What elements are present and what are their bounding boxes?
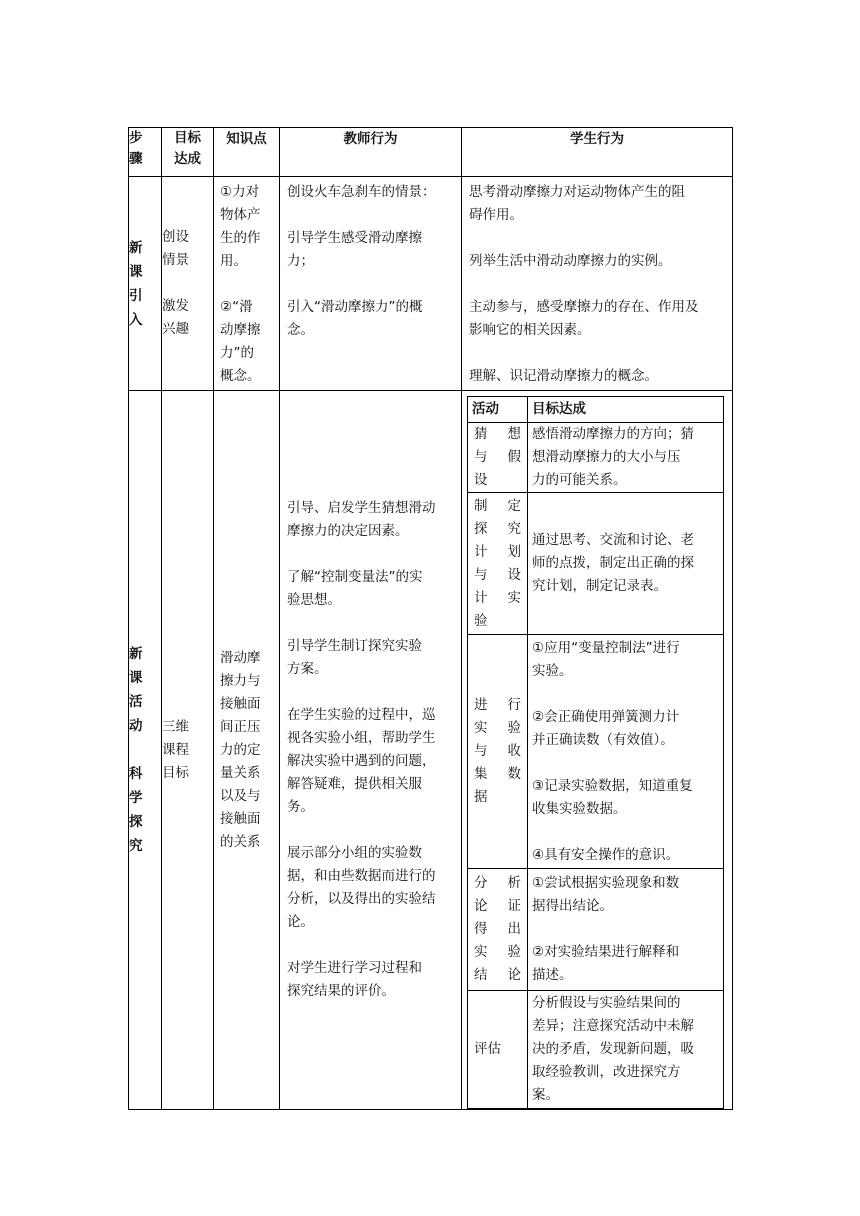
student-line: 影响它的相关因素。 [469, 322, 591, 338]
activity-line: 结论 [474, 967, 521, 983]
teacher-line: 在学生实验的过程中，巡 [287, 707, 436, 723]
activity-row [468, 869, 724, 991]
step-char: 科 [129, 766, 143, 782]
goal-line: 并正确读数（有效值）。 [532, 731, 674, 748]
teacher-line [287, 681, 455, 704]
step-char: 动 [129, 718, 143, 734]
teacher-line: 展示部分小组的实验数 [287, 845, 422, 861]
header-knowledge: 知识点 [214, 128, 280, 177]
goal-line: ①应用“变量控制法”进行 [532, 639, 680, 656]
activity-goal [528, 423, 724, 493]
knowledge-intro [214, 177, 280, 391]
activity-name [468, 423, 528, 493]
activity-line: 集 数 [474, 766, 521, 782]
activity-line: 计 实 [474, 589, 521, 606]
activity-line: 实 验 [474, 944, 521, 960]
teacher-line [287, 934, 455, 957]
knowledge-activity [214, 391, 280, 1110]
activity-line: 与 收 [474, 743, 521, 759]
activity-goal [528, 991, 724, 1109]
teacher-line: 探究结果的评价。 [287, 983, 395, 999]
activity-subtable [467, 396, 724, 1109]
goal-line: 据得出结论。 [532, 898, 613, 914]
teacher-line [287, 612, 455, 635]
teacher-line: 引导学生制订探究实验 [287, 638, 422, 654]
step-char [129, 738, 161, 762]
teacher-line [287, 543, 455, 566]
knowledge-line: 生的作 [220, 230, 261, 246]
goal-line: 力的可能关系。 [532, 472, 627, 488]
teacher-line [287, 819, 455, 842]
teacher-line: 分析，以及得出的实验结 [287, 891, 436, 907]
activity-line: 评估 [474, 1041, 501, 1057]
step-char: 究 [129, 838, 143, 854]
teacher-line: 务。 [287, 799, 314, 815]
activity-line: 验 [474, 612, 488, 629]
goal-line: 师的点拨，制定出正确的探 [532, 555, 694, 571]
goal-line: 收集实验数据。 [532, 800, 627, 817]
header-teacher: 教师行为 [280, 128, 462, 177]
teacher-intro [280, 177, 462, 391]
step-char: 活 [129, 694, 143, 710]
teacher-line: 验思想。 [287, 592, 341, 608]
teacher-line: 了解“控制变量法”的实 [287, 569, 423, 585]
step-activity [129, 391, 162, 1110]
knowledge-line: 接触面 [220, 695, 261, 712]
knowledge-line: 量关系 [220, 764, 261, 781]
goal-line: 目标 [162, 764, 189, 781]
table-row-intro [129, 177, 733, 391]
table-row-activity [129, 391, 733, 1110]
goal-line: 情景 [162, 252, 189, 268]
goal-line: 感悟滑动摩擦力的方向；猜 [532, 426, 694, 442]
step-char: 引 [129, 287, 143, 304]
goal-line: 通过思考、交流和讨论、老 [532, 532, 694, 548]
teacher-line [287, 204, 455, 227]
activity-goal [528, 869, 724, 991]
goal-line: ①尝试根据实验现象和数 [532, 875, 680, 891]
knowledge-line: 概念。 [220, 368, 261, 384]
knowledge-line: ②“滑 [220, 299, 253, 315]
student-line [469, 342, 726, 365]
teacher-line: 对学生进行学习过程和 [287, 960, 422, 976]
activity-line: 分 析 [474, 875, 521, 891]
goal-line: ②对实验结果进行解释和 [532, 944, 680, 960]
lesson-plan-table [128, 127, 733, 1110]
goal-line: 取经验教训，改进探究方 [532, 1064, 681, 1080]
knowledge-line: 滑动摩 [220, 649, 261, 666]
header-goal-line: 达成 [174, 151, 201, 167]
goal-line: 激发 [162, 298, 189, 314]
student-line [469, 227, 726, 250]
goal-line: 案。 [532, 1087, 559, 1103]
activity-line: 与 假 [474, 449, 521, 465]
student-line: 碍作用。 [469, 207, 523, 223]
activity-name [468, 635, 528, 869]
activity-line: 设 [474, 472, 488, 488]
activity-line: 探 究 [474, 520, 521, 537]
knowledge-line [220, 273, 273, 296]
teacher-line: 论。 [287, 914, 314, 930]
knowledge-line: 接触面 [220, 810, 261, 827]
step-char: 新 [129, 646, 143, 662]
step-char: 新 [129, 239, 143, 256]
goal-intro [162, 177, 214, 391]
table-header-row [129, 128, 733, 177]
activity-name [468, 991, 528, 1109]
activity-line: 据 [474, 789, 488, 805]
header-step-line: 步 [129, 130, 143, 146]
knowledge-line: 的关系 [220, 833, 261, 850]
goal-line: ②会正确使用弹簧测力计 [532, 708, 680, 725]
activity-line: 论 证 [474, 898, 521, 914]
goal-line [532, 683, 719, 706]
header-goal [162, 128, 214, 177]
student-line: 思考滑动摩擦力对运动物体产生的阻 [469, 184, 685, 200]
step-char: 课 [129, 670, 143, 686]
goal-line: 究计划，制定记录表。 [532, 578, 667, 594]
goal-line: 实验。 [532, 662, 573, 679]
step-char: 入 [129, 311, 143, 328]
activity-line: 计 划 [474, 543, 521, 560]
student-line: 主动参与，感受摩擦力的存在、作用及 [469, 299, 699, 315]
student-line: 列举生活中滑动动摩擦力的实例。 [469, 253, 672, 269]
activity-row [468, 991, 724, 1109]
header-step [129, 128, 162, 177]
teacher-line: 解决实验中遇到的问题， [287, 753, 436, 769]
step-char: 学 [129, 790, 143, 806]
goal-line: 创设 [162, 229, 189, 245]
header-student: 学生行为 [462, 128, 733, 177]
knowledge-line: 擦力与 [220, 672, 261, 689]
teacher-line: 引入“滑动摩擦力”的概 [287, 299, 423, 315]
subheader-goal: 目标达成 [528, 397, 724, 423]
goal-line: 决的矛盾，发现新问题，吸 [532, 1041, 694, 1057]
goal-line [532, 918, 719, 941]
knowledge-line: 力”的 [220, 345, 254, 361]
teacher-line: 解答疑难，提供相关服 [287, 776, 422, 792]
goal-line [532, 821, 719, 844]
teacher-line: 引导学生感受滑动摩擦 [287, 230, 422, 246]
activity-line: 实 验 [474, 720, 521, 736]
goal-line: 三维 [162, 718, 189, 735]
activity-line: 猜 想 [474, 426, 521, 442]
student-line: 理解、识记滑动摩擦力的概念。 [469, 368, 658, 384]
teacher-line: 力； [287, 253, 314, 269]
student-activity [462, 391, 733, 1110]
activity-name [468, 493, 528, 635]
goal-line: 差异；注意探究活动中未解 [532, 1018, 694, 1034]
teacher-line: 据，和由些数据而进行的 [287, 868, 436, 884]
subheader-activity: 活动 [468, 397, 528, 423]
activity-row [468, 635, 724, 869]
activity-goal [528, 635, 724, 869]
goal-line: ③记录实验数据，知道重复 [532, 777, 693, 794]
knowledge-line: 动摩擦 [220, 322, 261, 338]
student-intro [462, 177, 733, 391]
activity-line: 与 设 [474, 566, 521, 583]
teacher-line: 摩擦力的决定因素。 [287, 523, 409, 539]
subtable-header [468, 397, 724, 423]
activity-line: 制 定 [474, 497, 521, 514]
goal-line: 课程 [162, 741, 189, 758]
teacher-line: 视各实验小组，帮助学生 [287, 730, 436, 746]
goal-line [532, 752, 719, 775]
goal-line: 描述。 [532, 967, 573, 983]
activity-name [468, 869, 528, 991]
goal-line: 想滑动摩擦力的大小与压 [532, 449, 681, 465]
step-char: 课 [129, 263, 143, 280]
goal-activity [162, 391, 214, 1110]
header-goal-line: 目标 [174, 130, 201, 146]
step-char: 探 [129, 814, 143, 830]
activity-row [468, 493, 724, 635]
teacher-line: 引导、启发学生猜想滑动 [287, 500, 436, 516]
teacher-line: 创设火车急刹车的情景： [287, 184, 436, 200]
activity-goal [528, 493, 724, 635]
goal-line: 分析假设与实验结果间的 [532, 995, 681, 1011]
knowledge-line: 物体产 [220, 207, 261, 223]
teacher-line [287, 273, 455, 296]
student-line [469, 273, 726, 296]
header-step-line: 骤 [129, 151, 143, 167]
knowledge-line: ①力对 [220, 184, 260, 200]
teacher-line: 方案。 [287, 661, 328, 677]
activity-row [468, 423, 724, 493]
activity-line: 得 出 [474, 921, 521, 937]
goal-line [162, 272, 213, 295]
knowledge-line: 以及与 [220, 787, 261, 804]
step-intro [129, 177, 162, 391]
knowledge-line: 用。 [220, 253, 247, 269]
knowledge-line: 力的定 [220, 741, 261, 758]
activity-line: 进 行 [474, 697, 521, 713]
goal-line: ④具有安全操作的意识。 [532, 846, 680, 863]
knowledge-line: 间正压 [220, 718, 261, 735]
goal-line: 兴趣 [162, 321, 189, 337]
teacher-line: 念。 [287, 322, 314, 338]
teacher-activity [280, 391, 462, 1110]
